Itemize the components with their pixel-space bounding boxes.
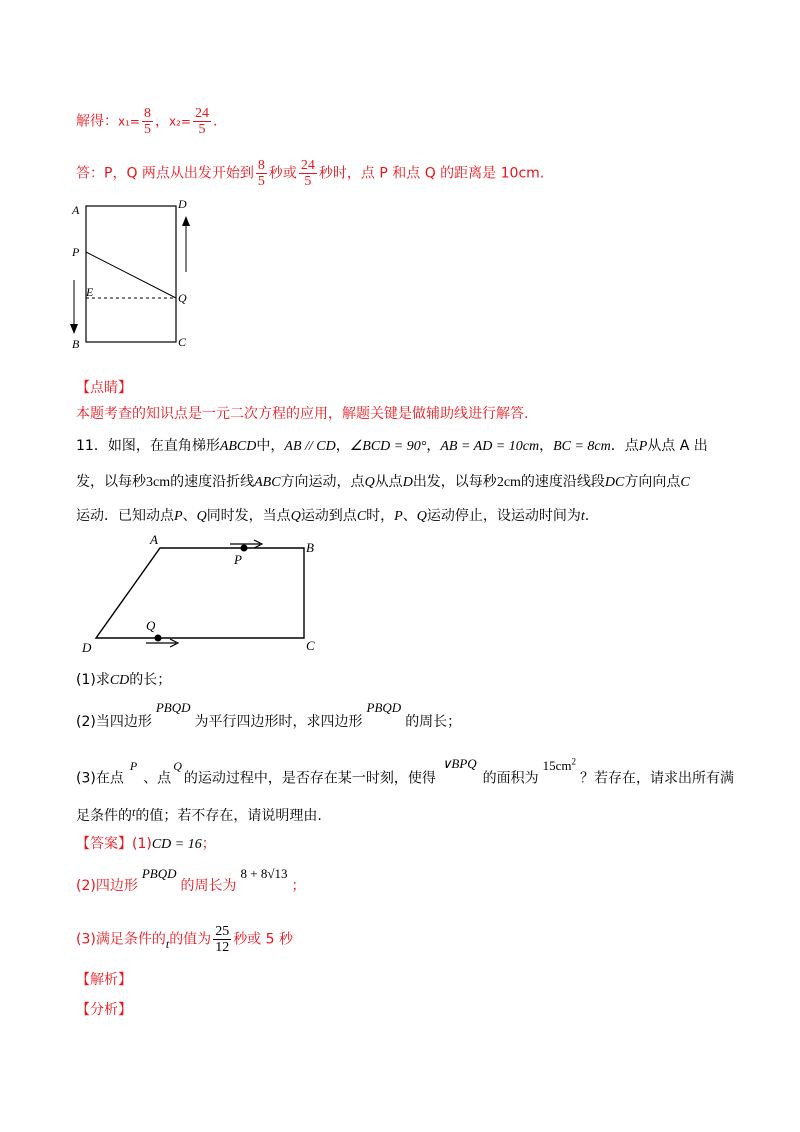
p2-abc: ABC: [254, 475, 281, 490]
q3-l2-b: 的值；若不存在，请说明理由.: [135, 808, 322, 824]
label-d: D: [178, 197, 187, 211]
x2-fraction: [193, 106, 211, 137]
rectangle-figure: [66, 192, 206, 352]
p1-ab-ad: AB = AD = 10cm: [440, 439, 540, 454]
q2-a: (2)当四边形: [76, 714, 152, 730]
solution-separator: ，: [154, 113, 169, 130]
a1-a: (1): [132, 836, 152, 852]
a2-a: (2)四边形: [76, 878, 138, 894]
p3-h: .: [584, 508, 590, 524]
q1-a: (1)求: [76, 672, 110, 688]
x2-numerator: 24: [194, 106, 209, 121]
answer-tag: 【答案】: [76, 836, 132, 852]
answer-f2-denominator: 5: [304, 174, 312, 189]
a3-denominator: 12: [215, 940, 230, 955]
answer-f2-numerator: 24: [300, 158, 315, 173]
a3-a: (3)满足条件的: [76, 931, 166, 948]
answer-fraction-2: [299, 158, 317, 189]
trapezoid-figure: [80, 530, 340, 660]
q2-b: 为平行四边形时，求四边形: [194, 714, 363, 730]
label-b: B: [72, 337, 80, 351]
a3-b: 的值为: [169, 931, 212, 948]
solution-line: [76, 106, 217, 137]
p2-d: 从点: [374, 474, 403, 490]
question-3-cont: [76, 806, 322, 826]
a2-b: 的周长为: [180, 878, 237, 894]
p2-f: 的速度沿线段: [520, 474, 605, 490]
x1-fraction: [142, 106, 153, 137]
x1-denominator: 5: [143, 122, 151, 137]
answer-suffix: 秒时，点 P 和点 Q 的距离是 10cm.: [318, 165, 545, 182]
p2-e: 出发，以每秒: [412, 474, 497, 490]
q3-e: ？若存在，请求出所有满: [580, 770, 735, 787]
p3-b: 、: [182, 508, 197, 524]
comment-text: 本题考查的知识点是一元二次方程的应用，解题关键是做辅助线进行解答.: [76, 406, 529, 422]
a3-numerator: 25: [215, 924, 230, 939]
question-2: [76, 700, 462, 732]
p3-d: 运动到点: [300, 508, 357, 524]
p3-q: Q: [196, 509, 207, 524]
p1-d: ，: [426, 438, 441, 454]
p3-g: 运动停止，设运动时间为: [426, 508, 581, 524]
a2-pbqd: PBQD: [141, 866, 177, 881]
q3-q: Q: [173, 759, 182, 774]
label-c: C: [178, 335, 187, 349]
answer-line: [76, 158, 544, 189]
x2-label: x₂=: [168, 114, 191, 129]
p1-bc: BC = 8cm: [553, 439, 611, 454]
answer-2: [76, 866, 306, 896]
q2-pbqd: PBQD: [155, 700, 191, 715]
a1-b: ；: [201, 836, 216, 852]
x1-label: x₁=: [118, 114, 140, 129]
trapezoid-abcd: [96, 548, 304, 638]
section-analysis: 【解析】: [76, 972, 132, 988]
q1-cd: CD: [109, 673, 130, 688]
answer-prefix: 答：P，Q 两点从出发开始到: [76, 165, 254, 182]
answer-f1-denominator: 5: [257, 174, 265, 189]
comment-title: 【点睛】: [76, 380, 132, 396]
answer-3: [76, 924, 293, 955]
q3-area-sup: 2: [571, 757, 577, 767]
p2-c: 方向运动，点: [280, 474, 365, 490]
q3-l2-a: 足条件的: [76, 808, 132, 824]
p2-speed2: 2cm: [496, 475, 521, 490]
p1-g: 从点 A 出: [647, 438, 708, 454]
a3-c: 秒或 5 秒: [233, 931, 293, 948]
question-1: [76, 670, 171, 691]
p3-c: 同时发，当点: [206, 508, 291, 524]
p2-dc: DC: [604, 475, 625, 490]
p3-p2: P: [394, 509, 403, 524]
p2-D: D: [402, 475, 413, 490]
answer-fraction-1: [256, 158, 267, 189]
p1-f: ．点: [610, 438, 639, 454]
p1-c: ，: [335, 438, 350, 454]
a3-fraction: [213, 924, 231, 955]
q3-t: t: [132, 805, 136, 819]
segment-pq: [86, 252, 176, 298]
q3-b: 、点: [143, 770, 172, 787]
problem-line-2: [76, 472, 690, 493]
p3-q2: Q: [290, 509, 301, 524]
fig2-label-c: C: [306, 638, 315, 653]
a2-value: 8 + 8√13: [240, 866, 288, 881]
problem-line-1: [76, 436, 708, 457]
q3-triangle: ∨BPQ: [441, 756, 477, 772]
point-q: [155, 635, 162, 642]
p1-ab-parallel-cd: AB // CD: [284, 439, 336, 454]
problem-line-3: [76, 506, 589, 527]
fig2-label-p: P: [234, 552, 242, 567]
p2-a: 发，以每秒: [76, 474, 146, 490]
a2-c: ；: [291, 878, 306, 894]
p2-q: Q: [364, 475, 375, 490]
solution-end: .: [212, 113, 218, 130]
section-breakdown: 【分析】: [76, 1002, 132, 1018]
p3-e: 时，: [366, 508, 395, 524]
p1-p: P: [638, 439, 648, 454]
a3-t: t: [165, 936, 170, 951]
p2-b: 的速度沿折线: [170, 474, 255, 490]
p2-speed1: 3cm: [146, 475, 171, 490]
p1-abcd: ABCD: [219, 439, 257, 454]
p2-g: 方向向点: [624, 474, 681, 490]
answer-1: [76, 834, 216, 855]
q3-d: 的面积为: [482, 770, 539, 787]
question-3: [76, 756, 735, 788]
label-e: E: [86, 285, 94, 299]
fig2-label-b: B: [306, 540, 314, 555]
q3-c: 的运动过程中，是否存在某一时刻，使得: [183, 770, 436, 787]
q3-area: 15cm: [542, 758, 572, 774]
label-p: P: [72, 245, 80, 259]
answer-f1-numerator: 8: [257, 158, 265, 173]
label-q: Q: [178, 291, 187, 305]
point-p: [241, 545, 248, 552]
p1-b: 中，: [256, 438, 285, 454]
q1-b: 的长；: [129, 672, 172, 688]
label-a: A: [72, 203, 80, 217]
q3-a: (3)在点: [76, 770, 124, 787]
rectangle-abcd: [86, 206, 176, 342]
x1-numerator: 8: [143, 106, 151, 121]
fig2-label-d: D: [82, 640, 92, 655]
p2-C: C: [680, 475, 690, 490]
p3-p: P: [174, 509, 183, 524]
p3-q3: Q: [416, 509, 427, 524]
p3-C: C: [356, 509, 367, 524]
p1-e: ，: [539, 438, 554, 454]
q2-c: 的周长；: [405, 714, 462, 730]
p1-angle: ∠BCD = 90°: [349, 439, 427, 454]
q2-pbqd2: PBQD: [366, 700, 402, 715]
p1-a: 11．如图，在直角梯形: [76, 438, 220, 454]
solution-prefix: 解得：: [76, 113, 118, 130]
fig2-label-q: Q: [146, 618, 156, 633]
p3-a: 运动．已知动点: [76, 508, 174, 524]
p3-f: 、: [402, 508, 417, 524]
q3-p: P: [129, 759, 138, 774]
p3-t: t: [580, 509, 585, 524]
arrow-up-head: [182, 216, 190, 226]
x2-denominator: 5: [198, 122, 206, 137]
a1-eq: CD = 16: [151, 837, 202, 852]
answer-mid: 秒或: [268, 165, 297, 182]
fig2-label-a: A: [150, 532, 158, 547]
arrow-down-head: [70, 324, 78, 334]
